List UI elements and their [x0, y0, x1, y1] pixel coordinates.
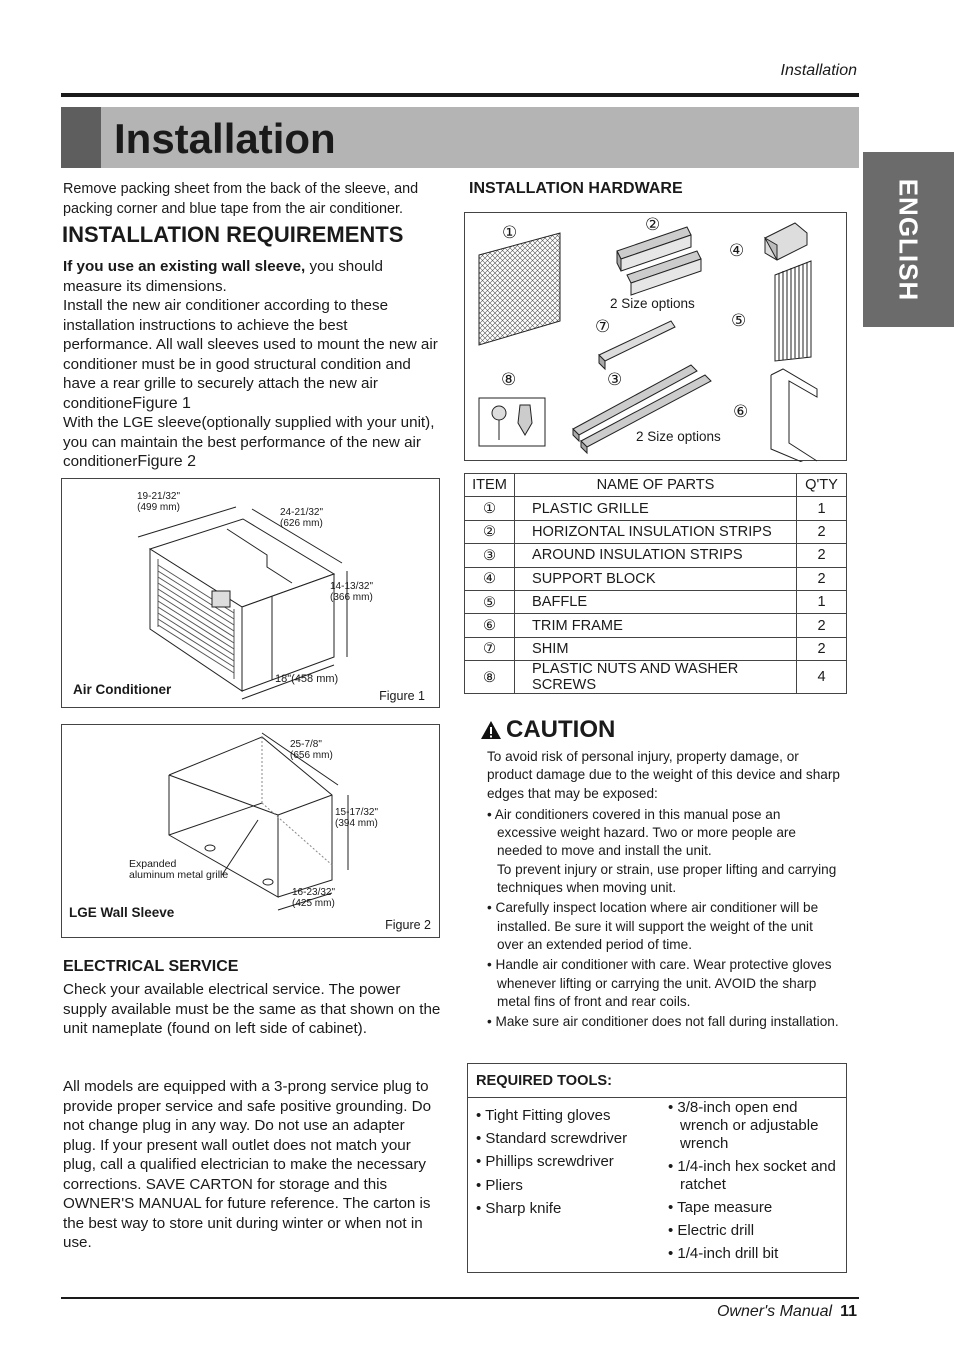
requirements-p2-text: Install the new air conditioner according to these installation instructions to achieve the best performance. All wall sleeves used to mount the new air conditioner must be in good structural condition and have a rear grille to securely attach the new air conditione [63, 297, 438, 412]
fig1-dim-depth-in: 24-21/32" [280, 507, 324, 518]
tool-item: • Tape measure [668, 1199, 773, 1216]
electrical-p2: All models are equipped with a 3-prong service plug to provide proper service and safe positive grounding. Do not change plug in any way. Do not use an adapter plug. If your present wall outlet does not match your plug, call a qualified electrician to make the necessary corrections. SAVE CARTON for storage and this OWNER'S MANUAL for future reference. The carton is the best way to store unit during winter or when not in use. [63, 1078, 432, 1251]
hardware-illustration [465, 213, 848, 462]
air-conditioner-illustration [62, 479, 441, 709]
fig1-dim-width-mm: (499 mm) [137, 502, 180, 513]
fig2-grille-label [129, 859, 228, 881]
table-row [465, 661, 847, 694]
fig1-label: Air Conditioner [73, 682, 172, 697]
fig2-dim-width-in: 16-23/32" [292, 887, 336, 898]
tool-item: • Tight Fitting gloves [476, 1107, 611, 1124]
caution-bullet-2: • Carefully inspect location where air conditioner will be installed. Be sure it will support the weight of the unit over an extended period of time. [487, 900, 819, 952]
tool-item: • Sharp knife [476, 1199, 562, 1217]
marker-1: ① [502, 223, 518, 242]
top-rule [61, 93, 859, 97]
footer-manual: Owner's Manual [716, 1303, 833, 1320]
fig2-dim-depth [290, 739, 333, 761]
fig1-dim-height-in: 14-13/32" [330, 581, 374, 592]
figure1-box [61, 478, 440, 708]
tool-item: • Standard screwdriver [476, 1130, 628, 1148]
caution-heading [480, 716, 615, 744]
tool-item: • Phillips screwdriver [476, 1153, 614, 1171]
fig1-dim-bottom: 18"(458 mm) [275, 673, 339, 685]
item-cell: ⑥ [465, 614, 515, 637]
tools-box [467, 1063, 847, 1273]
item-cell: ③ [465, 544, 515, 567]
name-cell: PLASTIC GRILLE [515, 497, 797, 520]
item-cell: ⑦ [465, 637, 515, 660]
page-number: 11 [840, 1303, 857, 1320]
name-cell: SUPPORT BLOCK [515, 567, 797, 590]
hardware-box [464, 212, 847, 461]
qty-cell: 1 [797, 590, 847, 613]
tool-item: • 1/4-inch drill bit [668, 1245, 779, 1262]
footer [717, 1303, 857, 1321]
fig1-dim-width [137, 491, 180, 513]
qty-cell: 2 [797, 637, 847, 660]
marker-6: ⑥ [733, 402, 749, 421]
requirements-p3 [63, 413, 441, 472]
page-title: Installation [114, 115, 336, 162]
fig2-dim-depth-mm: (656 mm) [290, 750, 333, 761]
col-item: ITEM [465, 474, 515, 497]
bottom-rule [61, 1297, 859, 1299]
tools-heading: REQUIRED TOOLS: [468, 1064, 846, 1098]
requirements-text [63, 257, 441, 472]
caution-intro: To avoid risk of personal injury, property damage, or product damage due to the weight of this device and sharp edges that may be exposed: [487, 749, 840, 801]
parts-table [464, 473, 847, 694]
fig2-dim-height-in: 15-17/32" [335, 807, 379, 818]
electrical-heading: ELECTRICAL SERVICE [63, 958, 239, 975]
name-cell: PLASTIC NUTS AND WASHER SCREWS [515, 661, 797, 694]
fig2-caption: Figure 2 [385, 918, 431, 932]
fig2-dim-width [292, 887, 335, 909]
requirements-p3-text: With the LGE sleeve(optionally supplied with your unit), you can maintain the best performance of the new air conditioner [63, 414, 435, 470]
name-cell: SHIM [515, 637, 797, 660]
col-name: NAME OF PARTS [515, 474, 797, 497]
caution-text [487, 748, 842, 1031]
size-note-1: 2 Size options [610, 296, 695, 311]
qty-cell: 4 [797, 661, 847, 694]
language-tab-label: ENGLISH [893, 178, 924, 302]
size-note-2: 2 Size options [636, 429, 721, 444]
requirements-heading: INSTALLATION REQUIREMENTS [62, 222, 404, 247]
table-row [465, 567, 847, 590]
marker-5: ⑤ [731, 311, 747, 330]
fig2-label: LGE Wall Sleeve [69, 905, 175, 920]
item-cell: ⑤ [465, 590, 515, 613]
requirements-p1 [63, 257, 441, 296]
table-row [465, 520, 847, 543]
fig1-dim-height [330, 581, 373, 603]
qty-cell: 2 [797, 614, 847, 637]
fig1-dim-depth-mm: (626 mm) [280, 518, 323, 529]
intro-text: Remove packing sheet from the back of the sleeve, and packing corner and blue tape from the air conditioner. [63, 181, 419, 217]
qty-cell: 2 [797, 520, 847, 543]
title-band [61, 107, 859, 168]
item-cell: ① [465, 497, 515, 520]
requirements-p1-rest: you should measure its dimensions. [63, 258, 383, 295]
tool-item: • 1/4-inch hex socket and ratchet [668, 1158, 836, 1193]
item-cell: ② [465, 520, 515, 543]
fig2-grille-line1: Expanded [129, 858, 177, 870]
figure2-ref: Figure 2 [137, 453, 197, 470]
col-qty: Q'TY [797, 474, 847, 497]
section-label: Installation [780, 62, 857, 79]
fig1-caption: Figure 1 [379, 689, 425, 703]
fig2-dim-height [335, 807, 378, 829]
table-row [465, 614, 847, 637]
name-cell: AROUND INSULATION STRIPS [515, 544, 797, 567]
requirements-p2 [63, 296, 441, 413]
name-cell: BAFFLE [515, 590, 797, 613]
parts-table-header [465, 474, 847, 497]
marker-8: ⑧ [501, 370, 517, 389]
marker-7: ⑦ [595, 317, 611, 336]
item-cell: ④ [465, 567, 515, 590]
warning-icon [480, 720, 502, 740]
caution-bullet-3: • Handle air conditioner with care. Wear protective gloves whenever lifting or carrying the unit. AVOID the sharp metal fins of front and rear coils. [487, 957, 832, 1009]
marker-3: ③ [607, 370, 623, 389]
fig2-dim-height-mm: (394 mm) [335, 818, 378, 829]
table-row [465, 590, 847, 613]
qty-cell: 2 [797, 567, 847, 590]
qty-cell: 2 [797, 544, 847, 567]
figure2-box [61, 724, 440, 938]
electrical-p1: Check your available electrical service. The power supply available must be the same as that shown on the unit nameplate (found on left side of cabinet). [63, 981, 441, 1037]
tool-item: • Pliers [476, 1176, 523, 1194]
tool-item: • Electric drill [668, 1222, 755, 1239]
caution-title: CAUTION [506, 716, 616, 743]
tool-item: • 3/8-inch open end wrench or adjustable wrench [668, 1099, 819, 1152]
marker-2: ② [645, 215, 661, 234]
tools-col-a [476, 1104, 627, 1220]
caution-bullet-1: • Air conditioners covered in this manual pose an excessive weight hazard. Two or more people are needed to move and install the unit. [487, 806, 796, 859]
language-tab [863, 152, 954, 327]
fig2-dim-width-mm: (425 mm) [292, 898, 335, 909]
requirements-bold-lead: If you use an existing wall sleeve, [63, 258, 306, 275]
item-cell: ⑧ [465, 661, 515, 694]
title-band-accent [61, 107, 101, 168]
caution-bullet-1b: To prevent injury or strain, use proper lifting and carrying techniques when moving unit. [497, 861, 837, 896]
table-row [465, 497, 847, 520]
name-cell: TRIM FRAME [515, 614, 797, 637]
table-row [465, 544, 847, 567]
fig1-dim-depth [280, 507, 323, 529]
marker-4: ④ [729, 241, 745, 260]
hardware-heading: INSTALLATION HARDWARE [469, 180, 683, 197]
caution-bullet-4: • Make sure air conditioner does not fall during installation. [487, 1014, 839, 1030]
fig2-grille-line2: aluminum metal grille [129, 869, 229, 881]
table-row [465, 637, 847, 660]
qty-cell: 1 [797, 497, 847, 520]
tools-col-b [668, 1099, 843, 1268]
fig1-dim-height-mm: (366 mm) [330, 592, 373, 603]
name-cell: HORIZONTAL INSULATION STRIPS [515, 520, 797, 543]
figure1-ref: Figure 1 [132, 394, 191, 412]
fig2-dim-depth-in: 25-7/8" [290, 739, 322, 750]
fig1-dim-width-in: 19-21/32" [137, 491, 181, 502]
